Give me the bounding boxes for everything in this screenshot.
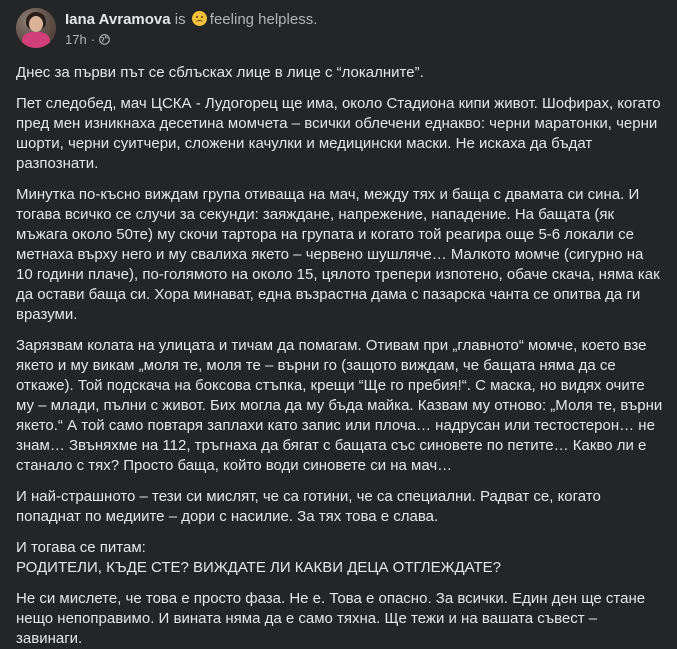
post-paragraph-caps: РОДИТЕЛИ, КЪДЕ СТЕ? ВИЖДАТЕ ЛИ КАКВИ ДЕЦА ОТГЛЕЖДАТЕ? bbox=[16, 559, 501, 576]
post-paragraph: Днес за първи път се сблъсках лице в лице с “локалните”. bbox=[16, 64, 424, 81]
post-timestamp-line bbox=[65, 32, 317, 47]
post-paragraph: Минутка по-късно виждам група отиваща на мач, между тях и баща с двамата си сина. И тогава всичко се случи за секунди: заяждане, напрежение, нападение. На бащата (як мъжага около 50те) му скочи тартора на групата и когато той реагира още 5-6 локали се метнаха върху него и му свалиха якето – червено шушляче… Малкото момче (сигурно на 10 години плаче), по-голямото на около 15, цялото трепери изпотено, обаче скача, няма как да остави баща си. Хора минават, една възрастна дама с пазарска чанта се опитва да ги вразуми. bbox=[16, 186, 660, 323]
post-header bbox=[16, 0, 677, 60]
author-name[interactable]: Iana Avramova bbox=[65, 11, 171, 28]
sad-face-icon bbox=[192, 11, 207, 26]
post-body bbox=[16, 63, 677, 649]
post-paragraph: Зарязвам колата на улицата и тичам да помагам. Отивам при „главното“ момче, което взе якето и му викам „моля те, моля те – върни го (защото виждам, че бащата няма да се откаже). Той подскача на боксова стъпка, крещи “Ще го пребия!“. С маска, но видях очите му – млади, пълни с живот. Бих могла да му бъда майка. Казвам му отново: „Моля те, върни якето.“ А той само повтаря заплахи като запис или плоча… надрусан или тестостерон… не знам… Звъняхме на 112, тръгнаха да бягат с бащата със синовете по петите… Какво ли е станало с тях? Просто баща, който води синовете си на мач… bbox=[16, 337, 663, 474]
post-paragraph: Не си мислете, че това е просто фаза. Не е. Това е опасно. За всички. Един ден ще стане нещо непоправимо. И вината няма да е само тяхна. Ще тежи и на вашата съвест – завинаги. bbox=[16, 590, 646, 647]
is-word: is bbox=[174, 11, 186, 28]
post-paragraph: И най-страшното – тези си мислят, че са готини, че са специални. Радват се, когато попаднат по медиите – дори с насилие. За тях това е слава. bbox=[16, 488, 601, 525]
post-paragraph: И тогава се питам: bbox=[16, 539, 146, 556]
author-line bbox=[65, 11, 317, 29]
post-paragraph: Пет следобед, мач ЦСКА - Лудогорец ще има, около Стадиона кипи живот. Шофирах, когато пред мен изникнаха десетина момчета – всички облечени еднакво: черни маратонки, черни шорти, черни суитчери, сложени качулки и медицински маски. Не искаха да бъдат разпознати. bbox=[16, 95, 661, 172]
author-avatar[interactable] bbox=[16, 8, 56, 48]
feeling-text: feeling helpless. bbox=[209, 11, 318, 28]
separator-dot: · bbox=[90, 32, 96, 47]
globe-icon[interactable] bbox=[99, 34, 110, 45]
post-meta bbox=[65, 8, 317, 47]
post-time[interactable]: 17h bbox=[65, 32, 87, 47]
